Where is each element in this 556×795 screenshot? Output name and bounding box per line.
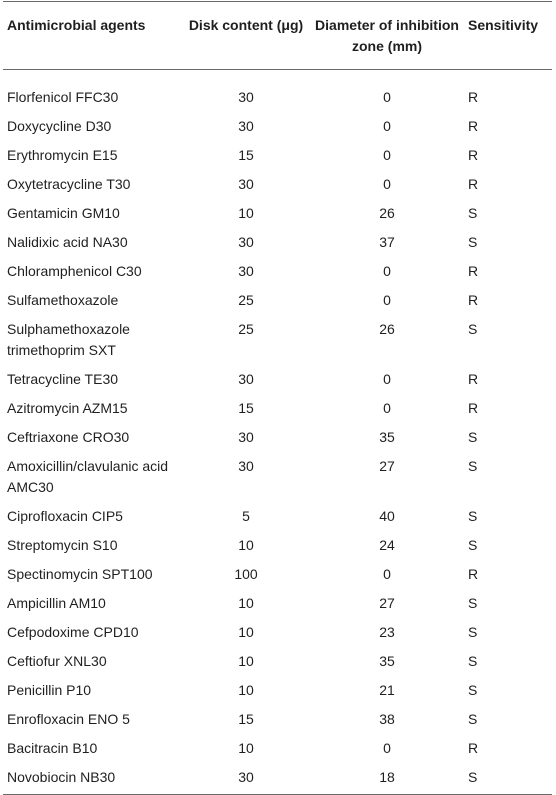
table-row xyxy=(3,647,552,676)
sensitivity-cell: R xyxy=(468,400,479,416)
table-row xyxy=(3,452,552,502)
inhibition-diameter-cell: 0 xyxy=(383,400,391,416)
table-row xyxy=(3,589,552,618)
sensitivity-cell: R xyxy=(468,566,479,582)
inhibition-diameter-cell: 0 xyxy=(383,292,391,308)
disk-content-cell: 10 xyxy=(238,740,254,756)
agent-name-cell: Nalidixic acid NA30 xyxy=(7,234,128,250)
sensitivity-cell: S xyxy=(468,537,478,553)
agent-name-cell: Ciprofloxacin CIP5 xyxy=(7,508,123,524)
sensitivity-cell: R xyxy=(468,263,479,279)
agent-name-cell: Amoxicillin/clavulanic acid AMC30 xyxy=(7,458,169,495)
table-header xyxy=(3,2,552,70)
disk-content-cell: 5 xyxy=(242,508,250,524)
disk-content-cell: 10 xyxy=(238,595,254,611)
table-row xyxy=(3,502,552,531)
table-row xyxy=(3,199,552,228)
sensitivity-cell: R xyxy=(468,740,479,756)
agent-name-cell: Enrofloxacin ENO 5 xyxy=(7,711,130,727)
agent-name-cell: Ceftiofur XNL30 xyxy=(7,653,107,669)
inhibition-diameter-cell: 0 xyxy=(383,371,391,387)
table-row xyxy=(3,112,552,141)
agent-name-cell: Oxytetracycline T30 xyxy=(7,176,131,192)
inhibition-diameter-cell: 18 xyxy=(308,763,466,795)
disk-content-cell: 10 xyxy=(238,624,254,640)
sensitivity-cell: R xyxy=(468,89,479,105)
header-disk-content: Disk content (μg) xyxy=(184,2,308,70)
sensitivity-cell: R xyxy=(468,371,479,387)
sensitivity-cell: S xyxy=(468,682,478,698)
agent-name-cell: Novobiocin NB30 xyxy=(3,763,184,795)
agent-name-cell: Spectinomycin SPT100 xyxy=(7,566,153,582)
inhibition-diameter-cell: 40 xyxy=(379,508,395,524)
agent-name-cell: Sulphamethoxazole trimethoprim SXT xyxy=(7,321,130,358)
sensitivity-cell: S xyxy=(468,205,478,221)
table-row xyxy=(3,618,552,647)
disk-content-cell: 30 xyxy=(238,234,254,250)
agent-name-cell: Gentamicin GM10 xyxy=(7,205,120,221)
inhibition-diameter-cell: 0 xyxy=(383,566,391,582)
disk-content-cell: 30 xyxy=(238,118,254,134)
table-row xyxy=(3,257,552,286)
sensitivity-cell: R xyxy=(468,147,479,163)
table-row xyxy=(3,763,552,795)
table-row xyxy=(3,141,552,170)
agent-name-cell: Erythromycin E15 xyxy=(7,147,118,163)
inhibition-diameter-cell: 0 xyxy=(383,118,391,134)
header-diameter-inhibition-zone: Diameter of inhibition zone (mm) xyxy=(308,2,466,70)
inhibition-diameter-cell: 0 xyxy=(383,176,391,192)
disk-content-cell: 30 xyxy=(238,263,254,279)
agent-name-cell: Sulfamethoxazole xyxy=(7,292,119,308)
disk-content-cell: 15 xyxy=(238,711,254,727)
sensitivity-cell: S xyxy=(468,595,478,611)
table-row xyxy=(3,423,552,452)
table-row xyxy=(3,286,552,315)
disk-content-cell: 30 xyxy=(238,371,254,387)
table-row xyxy=(3,365,552,394)
table-row xyxy=(3,705,552,734)
table-body xyxy=(3,70,552,795)
header-sensitivity: Sensitivity xyxy=(466,2,552,70)
table-row xyxy=(3,228,552,257)
header-antimicrobial-agents: Antimicrobial agents xyxy=(3,2,184,70)
sensitivity-cell: S xyxy=(468,429,478,445)
sensitivity-cell: R xyxy=(468,292,479,308)
table-row xyxy=(3,734,552,763)
disk-content-cell: 30 xyxy=(238,458,254,474)
disk-content-cell: 30 xyxy=(184,763,308,795)
susceptibility-table xyxy=(3,1,552,795)
sensitivity-cell: S xyxy=(468,653,478,669)
inhibition-diameter-cell: 37 xyxy=(379,234,395,250)
agent-name-cell: Ceftriaxone CRO30 xyxy=(7,429,130,445)
disk-content-cell: 10 xyxy=(238,682,254,698)
table-row xyxy=(3,315,552,365)
disk-content-cell: 10 xyxy=(238,653,254,669)
inhibition-diameter-cell: 0 xyxy=(383,147,391,163)
inhibition-diameter-cell: 26 xyxy=(379,321,395,337)
sensitivity-cell: S xyxy=(468,711,478,727)
sensitivity-cell: S xyxy=(468,234,478,250)
agent-name-cell: Streptomycin S10 xyxy=(7,537,118,553)
susceptibility-table-container xyxy=(3,1,552,795)
disk-content-cell: 30 xyxy=(238,89,254,105)
table-row xyxy=(3,170,552,199)
inhibition-diameter-cell: 26 xyxy=(379,205,395,221)
inhibition-diameter-cell: 24 xyxy=(379,537,395,553)
inhibition-diameter-cell: 23 xyxy=(379,624,395,640)
table-row xyxy=(3,676,552,705)
agent-name-cell: Ampicillin AM10 xyxy=(7,595,106,611)
sensitivity-cell: S xyxy=(468,624,478,640)
disk-content-cell: 100 xyxy=(234,566,258,582)
inhibition-diameter-cell: 35 xyxy=(379,653,395,669)
table-row xyxy=(3,394,552,423)
sensitivity-cell: R xyxy=(468,118,479,134)
disk-content-cell: 25 xyxy=(238,321,254,337)
table-row xyxy=(3,560,552,589)
inhibition-diameter-cell: 35 xyxy=(379,429,395,445)
sensitivity-cell: R xyxy=(468,176,479,192)
agent-name-cell: Chloramphenicol C30 xyxy=(7,263,142,279)
header-row xyxy=(3,2,552,70)
sensitivity-cell: S xyxy=(466,763,552,795)
inhibition-diameter-cell: 38 xyxy=(379,711,395,727)
disk-content-cell: 30 xyxy=(238,429,254,445)
table-row xyxy=(3,531,552,560)
disk-content-cell: 25 xyxy=(238,292,254,308)
agent-name-cell: Bacitracin B10 xyxy=(7,740,98,756)
agent-name-cell: Tetracycline TE30 xyxy=(7,371,119,387)
agent-name-cell: Azitromycin AZM15 xyxy=(7,400,128,416)
disk-content-cell: 10 xyxy=(238,205,254,221)
agent-name-cell: Doxycycline D30 xyxy=(7,118,112,134)
disk-content-cell: 15 xyxy=(238,147,254,163)
disk-content-cell: 10 xyxy=(238,537,254,553)
agent-name-cell: Cefpodoxime CPD10 xyxy=(7,624,139,640)
table-row xyxy=(3,70,552,113)
inhibition-diameter-cell: 0 xyxy=(383,89,391,105)
disk-content-cell: 30 xyxy=(238,176,254,192)
sensitivity-cell: S xyxy=(468,458,478,474)
inhibition-diameter-cell: 0 xyxy=(383,263,391,279)
agent-name-cell: Penicillin P10 xyxy=(7,682,92,698)
inhibition-diameter-cell: 0 xyxy=(383,740,391,756)
agent-name-cell: Florfenicol FFC30 xyxy=(7,89,119,105)
disk-content-cell: 15 xyxy=(238,400,254,416)
inhibition-diameter-cell: 21 xyxy=(379,682,395,698)
sensitivity-cell: S xyxy=(468,321,478,337)
inhibition-diameter-cell: 27 xyxy=(379,458,395,474)
sensitivity-cell: S xyxy=(468,508,478,524)
inhibition-diameter-cell: 27 xyxy=(379,595,395,611)
